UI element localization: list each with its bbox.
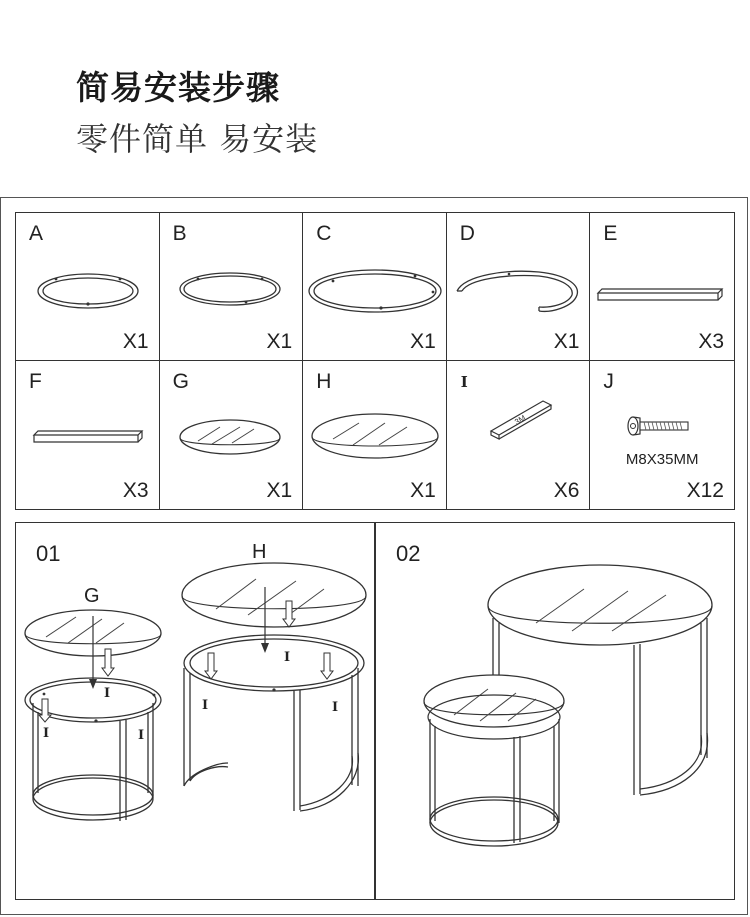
part-qty: X12 bbox=[686, 479, 724, 502]
part-qty: X1 bbox=[410, 479, 436, 502]
part-letter: D bbox=[459, 222, 475, 245]
parts-list bbox=[15, 212, 735, 510]
svg-text:I: I bbox=[284, 650, 291, 665]
part-qty: X1 bbox=[553, 330, 580, 353]
part-letter: C bbox=[316, 222, 332, 245]
screw-size-caption: M8X35MM bbox=[625, 451, 699, 468]
svg-text:I: I bbox=[43, 726, 50, 741]
step-number: 01 bbox=[36, 541, 61, 566]
part-cell-h bbox=[303, 361, 447, 509]
part-cell-j bbox=[590, 361, 734, 509]
part-qty: X3 bbox=[698, 330, 724, 353]
part-letter: B bbox=[172, 222, 187, 245]
part-qty: X1 bbox=[122, 330, 149, 353]
part-letter: H bbox=[316, 370, 332, 393]
part-letter: E bbox=[603, 222, 618, 245]
step-02-illustration bbox=[376, 523, 736, 901]
step-01-panel bbox=[15, 522, 375, 900]
part-qty: X1 bbox=[266, 479, 293, 502]
part-cell-b bbox=[160, 213, 304, 361]
part-qty: X1 bbox=[266, 330, 293, 353]
svg-text:I: I bbox=[202, 698, 209, 713]
part-letter: G bbox=[172, 370, 189, 393]
part-letter: I bbox=[460, 373, 468, 391]
step-01-illustration bbox=[16, 523, 376, 901]
part-cell-g bbox=[160, 361, 304, 509]
part-letter: F bbox=[29, 370, 42, 393]
part-cell-e bbox=[590, 213, 734, 361]
svg-text:I: I bbox=[332, 700, 339, 715]
part-letter: J bbox=[603, 370, 614, 393]
pad-label: 3M bbox=[512, 413, 528, 427]
part-qty: X1 bbox=[410, 330, 436, 353]
step-number: 02 bbox=[396, 541, 421, 566]
part-cell-a bbox=[16, 213, 160, 361]
step-label-g: G bbox=[84, 585, 100, 607]
part-cell-c bbox=[303, 213, 447, 361]
step-label-h: H bbox=[252, 541, 267, 563]
page-title: 简易安装步骤 bbox=[76, 68, 280, 107]
svg-text:I: I bbox=[104, 686, 111, 701]
part-qty: X3 bbox=[122, 479, 149, 502]
part-cell-i bbox=[447, 361, 591, 509]
part-cell-d bbox=[447, 213, 591, 361]
svg-text:I: I bbox=[138, 728, 145, 743]
step-02-panel bbox=[375, 522, 735, 900]
part-letter: A bbox=[29, 222, 44, 245]
page-subtitle: 零件简单 易安装 bbox=[76, 120, 319, 158]
part-cell-f bbox=[16, 361, 160, 509]
part-qty: X6 bbox=[553, 479, 580, 502]
